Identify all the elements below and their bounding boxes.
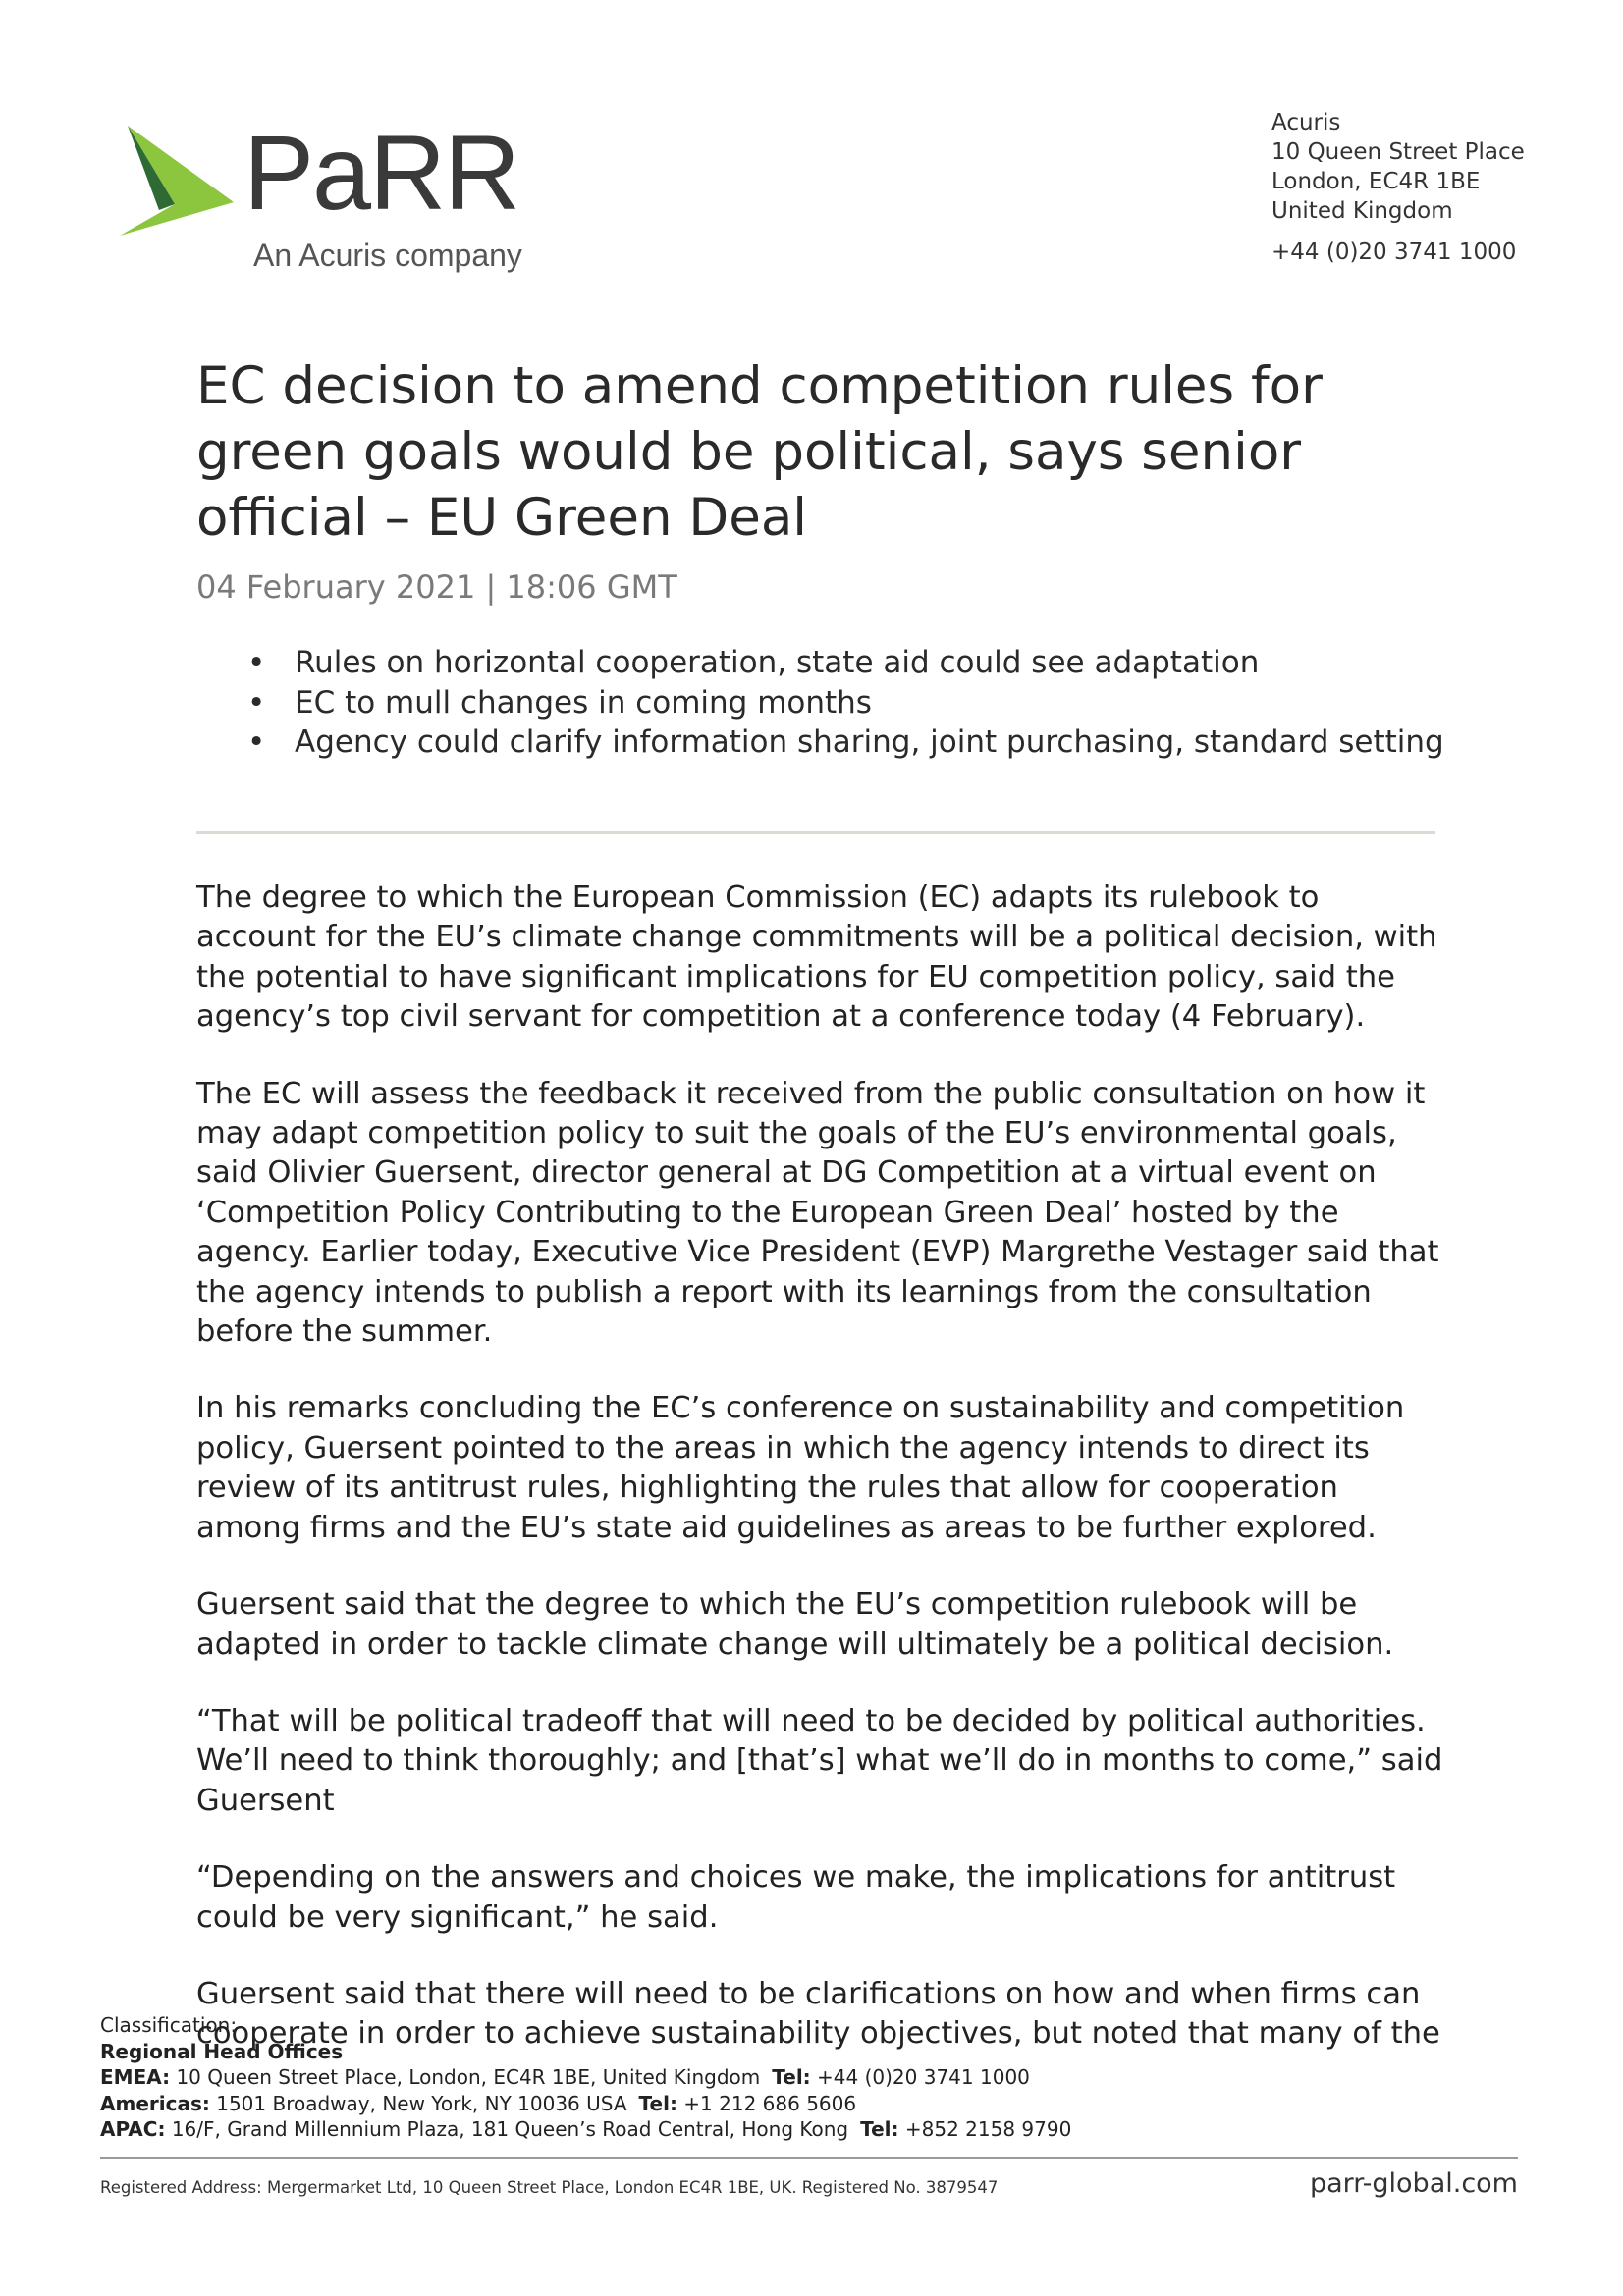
logo-wordmark: PaRR bbox=[243, 113, 519, 232]
office-address: 1501 Broadway, New York, NY 10036 USA bbox=[216, 2091, 627, 2115]
article-body bbox=[196, 879, 1445, 2092]
key-points-list bbox=[196, 643, 1463, 763]
body-paragraph: The EC will assess the feedback it received from the public consultation on how it may adapt competition policy to suit the goals of the EU’s environmental goals, said Olivier Guersent, director general at DG Competition at a virtual event on ‘Competition Policy Contributing to the European Green Deal’ hosted by the agency. Earlier today, Executive Vice President (EVP) Margrethe Vestager said that the agency intends to publish a report with its learnings from the consultation before the summer. bbox=[196, 1076, 1439, 1350]
key-point bbox=[196, 643, 1463, 683]
office-tel: +1 212 686 5606 bbox=[683, 2091, 857, 2115]
office-region: APAC: bbox=[100, 2117, 166, 2141]
bullet-icon: • bbox=[247, 724, 266, 760]
classification-label: Classification: bbox=[100, 2013, 238, 2037]
office-americas bbox=[100, 2091, 1524, 2117]
body-paragraph: “That will be political tradeoff that will need to be decided by political authorities. We’ll need to think thoroughly; and [that’s] what we’ll do in months to come,” said Guersent bbox=[196, 1703, 1443, 1818]
office-tel-label: Tel: bbox=[772, 2065, 811, 2089]
body-paragraph: Guersent said that the degree to which the EU’s competition rulebook will be adapted in order to tackle climate change will ultimately be a political decision. bbox=[196, 1587, 1394, 1662]
parr-logo bbox=[116, 113, 568, 283]
article-title: EC decision to amend competition rules for green goals would be political, says senior official – EU Green Deal bbox=[196, 356, 1323, 548]
website-link[interactable]: parr-global.com bbox=[1309, 2168, 1518, 2199]
office-address: 10 Queen Street Place, London, EC4R 1BE, United Kingdom bbox=[176, 2065, 761, 2089]
body-paragraph: The degree to which the European Commission (EC) adapts its rulebook to account for the EU’s climate change commitments will be a political decision, with the potential to have significant implications for EU competition policy, said the agency’s top civil servant for competition at a conference today (4 February). bbox=[196, 881, 1437, 1035]
address-company: Acuris bbox=[1271, 110, 1341, 135]
office-tel-label: Tel: bbox=[860, 2117, 899, 2141]
office-region: Americas: bbox=[100, 2091, 210, 2115]
office-region: EMEA: bbox=[100, 2065, 171, 2089]
registered-address: Registered Address: Mergermarket Ltd, 10 Queen Street Place, London EC4R 1BE, UK. Registered No. 3879547 bbox=[100, 2178, 999, 2197]
body-paragraph: “Depending on the answers and choices we make, the implications for antitrust could be very significant,” he said. bbox=[196, 1860, 1396, 1935]
key-point-text: Rules on horizontal cooperation, state aid could see adaptation bbox=[295, 645, 1260, 680]
address-country: United Kingdom bbox=[1271, 198, 1453, 224]
office-address: 16/F, Grand Millennium Plaza, 181 Queen’s Road Central, Hong Kong bbox=[171, 2117, 849, 2141]
bullet-icon: • bbox=[247, 645, 266, 680]
address-phone: +44 (0)20 3741 1000 bbox=[1271, 240, 1517, 265]
bullet-icon: • bbox=[247, 684, 266, 721]
office-tel-label: Tel: bbox=[638, 2091, 677, 2115]
address-city: London, EC4R 1BE bbox=[1271, 169, 1481, 194]
key-point bbox=[196, 683, 1463, 723]
key-point-text: Agency could clarify information sharing, joint purchasing, standard setting bbox=[295, 724, 1444, 760]
logo-subtitle: An Acuris company bbox=[253, 238, 522, 273]
office-apac bbox=[100, 2116, 1524, 2143]
office-tel: +44 (0)20 3741 1000 bbox=[817, 2065, 1030, 2089]
office-emea bbox=[100, 2064, 1524, 2091]
office-tel: +852 2158 9790 bbox=[904, 2117, 1072, 2141]
article-dateline: 04 February 2021 | 18:06 GMT bbox=[196, 568, 677, 606]
green-arrow-mark-icon bbox=[116, 120, 238, 241]
body-paragraph: Guersent said that there will need to be clarifications on how and when firms can cooperate in order to achieve sustainability objectives, but noted that many of the bbox=[196, 1976, 1440, 2052]
address-street: 10 Queen Street Place bbox=[1271, 139, 1525, 165]
section-divider bbox=[196, 831, 1435, 834]
page-footer bbox=[100, 2012, 1524, 2143]
regional-heading: Regional Head Offices bbox=[100, 2039, 344, 2063]
body-paragraph: In his remarks concluding the EC’s conference on sustainability and competition policy, Guersent pointed to the areas in which the agency intends to direct its review of its antitrust rules, highlighting the rules that allow for cooperation among firms and the EU’s state aid guidelines as areas to be further explored. bbox=[196, 1391, 1405, 1545]
key-point bbox=[196, 722, 1463, 763]
header-address bbox=[1271, 108, 1596, 267]
key-point-text: EC to mull changes in coming months bbox=[295, 684, 872, 721]
footer-divider bbox=[100, 2157, 1518, 2159]
